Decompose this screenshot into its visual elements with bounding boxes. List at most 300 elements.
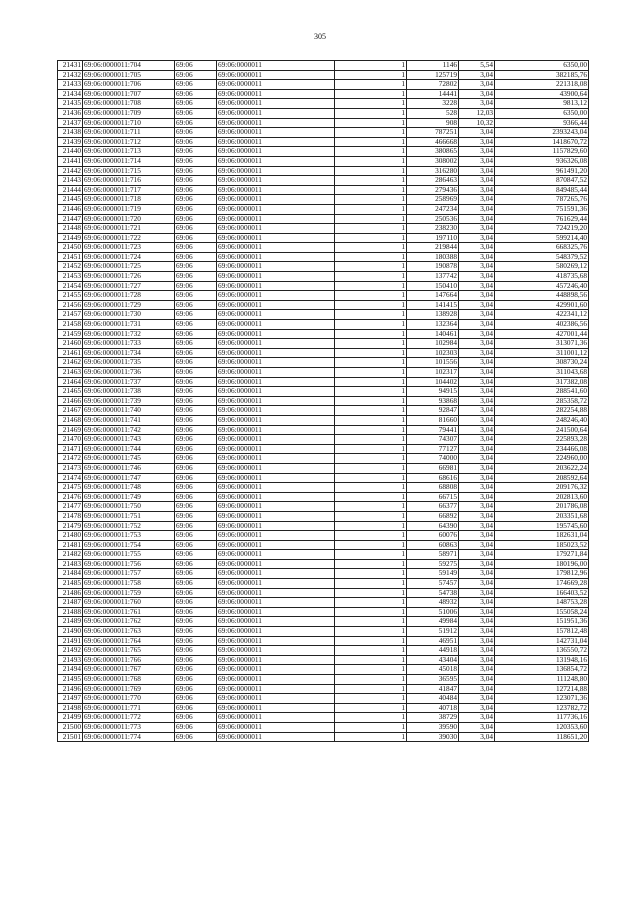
quarter-code-cell: 69:06:0000011 — [217, 291, 335, 301]
specific-value-cell: 3,04 — [459, 444, 495, 454]
area-cell: 60076 — [407, 531, 459, 541]
quarter-code-cell: 69:06:0000011 — [217, 607, 335, 617]
cadastral-value-cell: 111248,80 — [495, 675, 589, 685]
area-cell: 74307 — [407, 435, 459, 445]
quarter-code-cell: 69:06:0000011 — [217, 281, 335, 291]
row-number-cell: 21455 — [58, 291, 83, 301]
cadastral-value-cell: 136550,72 — [495, 646, 589, 656]
cadastral-value-cell: 422341,12 — [495, 310, 589, 320]
specific-value-cell: 5,54 — [459, 61, 495, 71]
area-cell: 58971 — [407, 550, 459, 560]
category-cell: 1 — [335, 579, 407, 589]
table-row — [58, 128, 589, 138]
quarter-code-cell: 69:06:0000011 — [217, 310, 335, 320]
area-cell: 528 — [407, 108, 459, 118]
area-cell: 150410 — [407, 281, 459, 291]
table-row — [58, 320, 589, 330]
cadastral-value-cell: 418735,68 — [495, 272, 589, 282]
specific-value-cell: 3,04 — [459, 70, 495, 80]
cadastral-number-cell: 69:06:0000011:734 — [83, 348, 175, 358]
district-code-cell: 69:06 — [175, 272, 217, 282]
specific-value-cell: 3,04 — [459, 166, 495, 176]
quarter-code-cell: 69:06:0000011 — [217, 320, 335, 330]
quarter-code-cell: 69:06:0000011 — [217, 492, 335, 502]
cadastral-number-cell: 69:06:0000011:725 — [83, 262, 175, 272]
category-cell: 1 — [335, 636, 407, 646]
cadastral-number-cell: 69:06:0000011:722 — [83, 233, 175, 243]
category-cell: 1 — [335, 665, 407, 675]
row-number-cell: 21501 — [58, 732, 83, 742]
category-cell: 1 — [335, 502, 407, 512]
specific-value-cell: 3,04 — [459, 224, 495, 234]
row-number-cell: 21493 — [58, 655, 83, 665]
district-code-cell: 69:06 — [175, 569, 217, 579]
table-row — [58, 703, 589, 713]
row-number-cell: 21497 — [58, 694, 83, 704]
area-cell: 238230 — [407, 224, 459, 234]
area-cell: 180388 — [407, 252, 459, 262]
quarter-code-cell: 69:06:0000011 — [217, 368, 335, 378]
quarter-code-cell: 69:06:0000011 — [217, 80, 335, 90]
cadastral-value-cell: 548379,52 — [495, 252, 589, 262]
district-code-cell: 69:06 — [175, 617, 217, 627]
table-row — [58, 156, 589, 166]
row-number-cell: 21462 — [58, 358, 83, 368]
category-cell: 1 — [335, 396, 407, 406]
row-number-cell: 21459 — [58, 329, 83, 339]
quarter-code-cell: 69:06:0000011 — [217, 675, 335, 685]
area-cell: 59149 — [407, 569, 459, 579]
category-cell: 1 — [335, 243, 407, 253]
cadastral-number-cell: 69:06:0000011:769 — [83, 684, 175, 694]
category-cell: 1 — [335, 492, 407, 502]
area-cell: 68808 — [407, 483, 459, 493]
quarter-code-cell: 69:06:0000011 — [217, 272, 335, 282]
area-cell: 45018 — [407, 665, 459, 675]
quarter-code-cell: 69:06:0000011 — [217, 387, 335, 397]
row-number-cell: 21477 — [58, 502, 83, 512]
cadastral-value-cell: 174669,28 — [495, 579, 589, 589]
quarter-code-cell: 69:06:0000011 — [217, 224, 335, 234]
specific-value-cell: 3,04 — [459, 396, 495, 406]
category-cell: 1 — [335, 310, 407, 320]
district-code-cell: 69:06 — [175, 694, 217, 704]
cadastral-value-cell: 157812,48 — [495, 627, 589, 637]
quarter-code-cell: 69:06:0000011 — [217, 617, 335, 627]
area-cell: 258969 — [407, 195, 459, 205]
cadastral-number-cell: 69:06:0000011:732 — [83, 329, 175, 339]
district-code-cell: 69:06 — [175, 61, 217, 71]
row-number-cell: 21464 — [58, 377, 83, 387]
cadastral-number-cell: 69:06:0000011:760 — [83, 598, 175, 608]
category-cell: 1 — [335, 147, 407, 157]
cadastral-number-cell: 69:06:0000011:736 — [83, 368, 175, 378]
cadastral-number-cell: 69:06:0000011:765 — [83, 646, 175, 656]
district-code-cell: 69:06 — [175, 502, 217, 512]
district-code-cell: 69:06 — [175, 406, 217, 416]
category-cell: 1 — [335, 444, 407, 454]
quarter-code-cell: 69:06:0000011 — [217, 684, 335, 694]
cadastral-value-cell: 120353,60 — [495, 722, 589, 732]
specific-value-cell: 3,04 — [459, 406, 495, 416]
category-cell: 1 — [335, 262, 407, 272]
cadastral-value-cell: 6350,00 — [495, 61, 589, 71]
district-code-cell: 69:06 — [175, 262, 217, 272]
district-code-cell: 69:06 — [175, 137, 217, 147]
category-cell: 1 — [335, 473, 407, 483]
quarter-code-cell: 69:06:0000011 — [217, 713, 335, 723]
table-row — [58, 684, 589, 694]
cadastral-number-cell: 69:06:0000011:718 — [83, 195, 175, 205]
area-cell: 147664 — [407, 291, 459, 301]
district-code-cell: 69:06 — [175, 339, 217, 349]
cadastral-value-cell: 202813,60 — [495, 492, 589, 502]
specific-value-cell: 3,04 — [459, 387, 495, 397]
category-cell: 1 — [335, 185, 407, 195]
row-number-cell: 21491 — [58, 636, 83, 646]
area-cell: 104402 — [407, 377, 459, 387]
category-cell: 1 — [335, 166, 407, 176]
specific-value-cell: 3,04 — [459, 195, 495, 205]
cadastral-value-cell: 203622,24 — [495, 463, 589, 473]
quarter-code-cell: 69:06:0000011 — [217, 176, 335, 186]
area-cell: 279436 — [407, 185, 459, 195]
category-cell: 1 — [335, 320, 407, 330]
specific-value-cell: 3,04 — [459, 665, 495, 675]
category-cell: 1 — [335, 339, 407, 349]
specific-value-cell: 3,04 — [459, 252, 495, 262]
table-row — [58, 204, 589, 214]
area-cell: 125719 — [407, 70, 459, 80]
area-cell: 44918 — [407, 646, 459, 656]
table-row — [58, 636, 589, 646]
specific-value-cell: 12,03 — [459, 108, 495, 118]
table-row — [58, 569, 589, 579]
cadastral-number-cell: 69:06:0000011:746 — [83, 463, 175, 473]
cadastral-number-cell: 69:06:0000011:720 — [83, 214, 175, 224]
specific-value-cell: 3,04 — [459, 377, 495, 387]
table-row — [58, 329, 589, 339]
row-number-cell: 21487 — [58, 598, 83, 608]
row-number-cell: 21433 — [58, 80, 83, 90]
area-cell: 141415 — [407, 300, 459, 310]
area-cell: 3228 — [407, 99, 459, 109]
specific-value-cell: 3,04 — [459, 89, 495, 99]
table-row — [58, 281, 589, 291]
district-code-cell: 69:06 — [175, 521, 217, 531]
row-number-cell: 21466 — [58, 396, 83, 406]
category-cell: 1 — [335, 70, 407, 80]
cadastral-value-cell: 151951,36 — [495, 617, 589, 627]
specific-value-cell: 3,04 — [459, 137, 495, 147]
specific-value-cell: 3,04 — [459, 310, 495, 320]
category-cell: 1 — [335, 176, 407, 186]
quarter-code-cell: 69:06:0000011 — [217, 118, 335, 128]
district-code-cell: 69:06 — [175, 713, 217, 723]
specific-value-cell: 3,04 — [459, 492, 495, 502]
row-number-cell: 21440 — [58, 147, 83, 157]
cadastral-value-cell: 6350,00 — [495, 108, 589, 118]
area-cell: 60863 — [407, 540, 459, 550]
area-cell: 66981 — [407, 463, 459, 473]
category-cell: 1 — [335, 511, 407, 521]
row-number-cell: 21465 — [58, 387, 83, 397]
district-code-cell: 69:06 — [175, 377, 217, 387]
district-code-cell: 69:06 — [175, 387, 217, 397]
cadastral-value-cell: 448898,56 — [495, 291, 589, 301]
table-row — [58, 137, 589, 147]
cadastral-number-cell: 69:06:0000011:742 — [83, 425, 175, 435]
table-row — [58, 675, 589, 685]
cadastral-value-cell: 308730,24 — [495, 358, 589, 368]
category-cell: 1 — [335, 607, 407, 617]
table-row — [58, 732, 589, 742]
category-cell: 1 — [335, 722, 407, 732]
cadastral-value-cell: 43900,64 — [495, 89, 589, 99]
cadastral-value-cell: 787265,76 — [495, 195, 589, 205]
district-code-cell: 69:06 — [175, 655, 217, 665]
table-row — [58, 722, 589, 732]
area-cell: 787251 — [407, 128, 459, 138]
row-number-cell: 21467 — [58, 406, 83, 416]
specific-value-cell: 3,04 — [459, 569, 495, 579]
cadastral-value-cell: 123782,72 — [495, 703, 589, 713]
category-cell: 1 — [335, 156, 407, 166]
quarter-code-cell: 69:06:0000011 — [217, 339, 335, 349]
category-cell: 1 — [335, 598, 407, 608]
cadastral-value-cell: 248246,40 — [495, 415, 589, 425]
district-code-cell: 69:06 — [175, 195, 217, 205]
cadastral-value-cell: 9366,44 — [495, 118, 589, 128]
district-code-cell: 69:06 — [175, 176, 217, 186]
district-code-cell: 69:06 — [175, 329, 217, 339]
area-cell: 57457 — [407, 579, 459, 589]
row-number-cell: 21472 — [58, 454, 83, 464]
category-cell: 1 — [335, 195, 407, 205]
cadastral-number-cell: 69:06:0000011:770 — [83, 694, 175, 704]
cadastral-value-cell: 311043,68 — [495, 368, 589, 378]
district-code-cell: 69:06 — [175, 243, 217, 253]
quarter-code-cell: 69:06:0000011 — [217, 396, 335, 406]
area-cell: 46951 — [407, 636, 459, 646]
area-cell: 197110 — [407, 233, 459, 243]
specific-value-cell: 3,04 — [459, 732, 495, 742]
cadastral-number-cell: 69:06:0000011:772 — [83, 713, 175, 723]
table-row — [58, 559, 589, 569]
row-number-cell: 21476 — [58, 492, 83, 502]
cadastral-number-cell: 69:06:0000011:753 — [83, 531, 175, 541]
quarter-code-cell: 69:06:0000011 — [217, 243, 335, 253]
cadastral-value-cell: 203351,68 — [495, 511, 589, 521]
district-code-cell: 69:06 — [175, 224, 217, 234]
cadastral-number-cell: 69:06:0000011:713 — [83, 147, 175, 157]
area-cell: 93868 — [407, 396, 459, 406]
row-number-cell: 21492 — [58, 646, 83, 656]
quarter-code-cell: 69:06:0000011 — [217, 262, 335, 272]
district-code-cell: 69:06 — [175, 70, 217, 80]
cadastral-number-cell: 69:06:0000011:750 — [83, 502, 175, 512]
cadastral-number-cell: 69:06:0000011:735 — [83, 358, 175, 368]
category-cell: 1 — [335, 281, 407, 291]
row-number-cell: 21494 — [58, 665, 83, 675]
specific-value-cell: 3,04 — [459, 579, 495, 589]
specific-value-cell: 3,04 — [459, 185, 495, 195]
cadastral-value-cell: 208592,64 — [495, 473, 589, 483]
district-code-cell: 69:06 — [175, 80, 217, 90]
category-cell: 1 — [335, 463, 407, 473]
row-number-cell: 21443 — [58, 176, 83, 186]
category-cell: 1 — [335, 137, 407, 147]
quarter-code-cell: 69:06:0000011 — [217, 694, 335, 704]
district-code-cell: 69:06 — [175, 444, 217, 454]
district-code-cell: 69:06 — [175, 483, 217, 493]
cadastral-value-cell: 224960,00 — [495, 454, 589, 464]
quarter-code-cell: 69:06:0000011 — [217, 646, 335, 656]
area-cell: 137742 — [407, 272, 459, 282]
table-row — [58, 348, 589, 358]
row-number-cell: 21432 — [58, 70, 83, 80]
table-row — [58, 108, 589, 118]
quarter-code-cell: 69:06:0000011 — [217, 348, 335, 358]
table-row — [58, 463, 589, 473]
area-cell: 101556 — [407, 358, 459, 368]
category-cell: 1 — [335, 128, 407, 138]
cadastral-value-cell: 209176,32 — [495, 483, 589, 493]
row-number-cell: 21451 — [58, 252, 83, 262]
specific-value-cell: 10,32 — [459, 118, 495, 128]
quarter-code-cell: 69:06:0000011 — [217, 70, 335, 80]
area-cell: 51912 — [407, 627, 459, 637]
specific-value-cell: 3,04 — [459, 358, 495, 368]
row-number-cell: 21475 — [58, 483, 83, 493]
row-number-cell: 21450 — [58, 243, 83, 253]
district-code-cell: 69:06 — [175, 166, 217, 176]
category-cell: 1 — [335, 531, 407, 541]
row-number-cell: 21489 — [58, 617, 83, 627]
table-row — [58, 540, 589, 550]
cadastral-value-cell: 1418670,72 — [495, 137, 589, 147]
cadastral-number-cell: 69:06:0000011:711 — [83, 128, 175, 138]
district-code-cell: 69:06 — [175, 233, 217, 243]
cadastral-value-cell: 457246,40 — [495, 281, 589, 291]
row-number-cell: 21481 — [58, 540, 83, 550]
cadastral-number-cell: 69:06:0000011:739 — [83, 396, 175, 406]
quarter-code-cell: 69:06:0000011 — [217, 147, 335, 157]
quarter-code-cell: 69:06:0000011 — [217, 204, 335, 214]
cadastral-value-cell: 751591,36 — [495, 204, 589, 214]
area-cell: 40484 — [407, 694, 459, 704]
district-code-cell: 69:06 — [175, 579, 217, 589]
district-code-cell: 69:06 — [175, 665, 217, 675]
cadastral-value-cell: 131948,16 — [495, 655, 589, 665]
district-code-cell: 69:06 — [175, 396, 217, 406]
area-cell: 39590 — [407, 722, 459, 732]
cadastral-value-cell: 1157829,60 — [495, 147, 589, 157]
quarter-code-cell: 69:06:0000011 — [217, 137, 335, 147]
cadastral-number-cell: 69:06:0000011:764 — [83, 636, 175, 646]
district-code-cell: 69:06 — [175, 492, 217, 502]
specific-value-cell: 3,04 — [459, 348, 495, 358]
quarter-code-cell: 69:06:0000011 — [217, 99, 335, 109]
specific-value-cell: 3,04 — [459, 559, 495, 569]
table-row — [58, 425, 589, 435]
quarter-code-cell: 69:06:0000011 — [217, 156, 335, 166]
area-cell: 41847 — [407, 684, 459, 694]
category-cell: 1 — [335, 694, 407, 704]
category-cell: 1 — [335, 377, 407, 387]
quarter-code-cell: 69:06:0000011 — [217, 185, 335, 195]
area-cell: 102303 — [407, 348, 459, 358]
area-cell: 286463 — [407, 176, 459, 186]
category-cell: 1 — [335, 435, 407, 445]
district-code-cell: 69:06 — [175, 214, 217, 224]
cadastral-number-cell: 69:06:0000011:773 — [83, 722, 175, 732]
quarter-code-cell: 69:06:0000011 — [217, 89, 335, 99]
area-cell: 380865 — [407, 147, 459, 157]
area-cell: 66377 — [407, 502, 459, 512]
cadastral-number-cell: 69:06:0000011:733 — [83, 339, 175, 349]
table-row — [58, 166, 589, 176]
cadastral-number-cell: 69:06:0000011:762 — [83, 617, 175, 627]
table-row — [58, 713, 589, 723]
category-cell: 1 — [335, 655, 407, 665]
area-cell: 39030 — [407, 732, 459, 742]
table-row — [58, 521, 589, 531]
quarter-code-cell: 69:06:0000011 — [217, 61, 335, 71]
district-code-cell: 69:06 — [175, 675, 217, 685]
table-row — [58, 665, 589, 675]
quarter-code-cell: 69:06:0000011 — [217, 665, 335, 675]
specific-value-cell: 3,04 — [459, 675, 495, 685]
area-cell: 132364 — [407, 320, 459, 330]
cadastral-number-cell: 69:06:0000011:709 — [83, 108, 175, 118]
district-code-cell: 69:06 — [175, 646, 217, 656]
cadastral-number-cell: 69:06:0000011:751 — [83, 511, 175, 521]
cadastral-number-cell: 69:06:0000011:719 — [83, 204, 175, 214]
specific-value-cell: 3,04 — [459, 694, 495, 704]
specific-value-cell: 3,04 — [459, 339, 495, 349]
cadastral-value-cell: 118651,20 — [495, 732, 589, 742]
table-row — [58, 607, 589, 617]
table-row — [58, 224, 589, 234]
row-number-cell: 21469 — [58, 425, 83, 435]
area-cell: 908 — [407, 118, 459, 128]
category-cell: 1 — [335, 80, 407, 90]
table-row — [58, 291, 589, 301]
table-row — [58, 176, 589, 186]
category-cell: 1 — [335, 483, 407, 493]
row-number-cell: 21500 — [58, 722, 83, 732]
quarter-code-cell: 69:06:0000011 — [217, 454, 335, 464]
district-code-cell: 69:06 — [175, 89, 217, 99]
quarter-code-cell: 69:06:0000011 — [217, 166, 335, 176]
row-number-cell: 21454 — [58, 281, 83, 291]
district-code-cell: 69:06 — [175, 118, 217, 128]
district-code-cell: 69:06 — [175, 473, 217, 483]
table-row — [58, 454, 589, 464]
row-number-cell: 21490 — [58, 627, 83, 637]
cadastral-number-cell: 69:06:0000011:721 — [83, 224, 175, 234]
area-cell: 79441 — [407, 425, 459, 435]
cadastral-value-cell: 282254,88 — [495, 406, 589, 416]
quarter-code-cell: 69:06:0000011 — [217, 598, 335, 608]
row-number-cell: 21498 — [58, 703, 83, 713]
category-cell: 1 — [335, 272, 407, 282]
category-cell: 1 — [335, 233, 407, 243]
cadastral-value-cell: 311001,12 — [495, 348, 589, 358]
quarter-code-cell: 69:06:0000011 — [217, 473, 335, 483]
row-number-cell: 21442 — [58, 166, 83, 176]
